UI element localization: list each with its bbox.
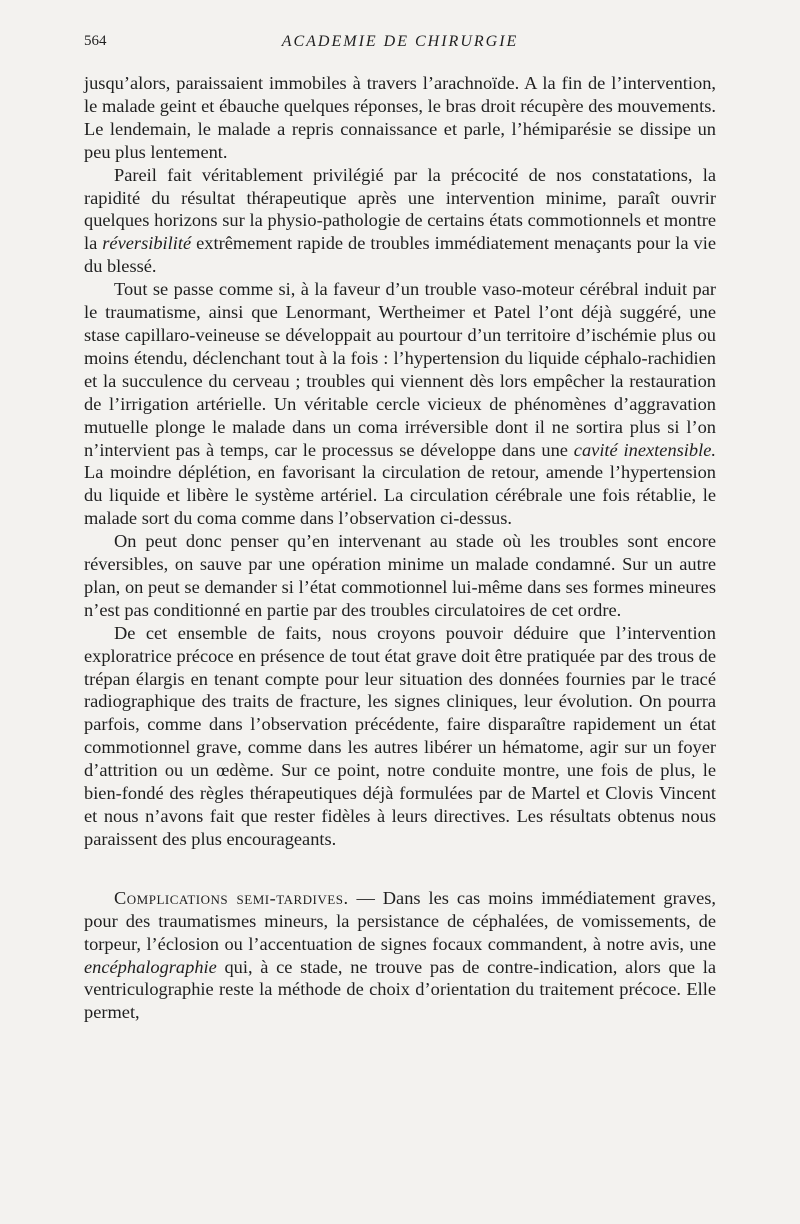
paragraph-6-text-a: — Dans les cas moins immédiatement graves, pour des traumatismes mineurs, la persistance de céphalées, de vomissements, de torpeur, l’éclosion ou l’accentuation de signes focaux commandent, à notre avis, une (84, 887, 716, 954)
running-title: ACADEMIE DE CHIRURGIE (281, 33, 519, 50)
paragraph-2 (84, 164, 716, 279)
paragraph-6-text-b: qui, à ce stade, ne trouve pas de contre-indication, alors que la ventriculographie reste la méthode de choix d’orientation du traitement précoce. Elle permet, (84, 956, 716, 1023)
section-heading: Complications semi-tardives. (114, 887, 349, 908)
body-text (84, 72, 716, 1024)
paragraph-2-text-a: Pareil fait véritablement privilégié par la précocité de nos constatations, la rapidité du résultat thérapeutique après une intervention minime, paraît ouvrir quelques horizons sur la physio-pathologie de certains états commotionnels et montre la (84, 164, 716, 254)
paragraph-4: On peut donc penser qu’en intervenant au stade où les troubles sont encore réversibles, on sauve par une opération minime un malade condamné. Sur un autre plan, on peut se demander si l’état commotionnel lui-même dans ses formes mineures n’est pas conditionné en partie par des troubles circulatoires de cet ordre. (84, 531, 716, 620)
paragraph-3-text-a: Tout se passe comme si, à la faveur d’un trouble vaso-moteur cérébral induit par le traumatisme, ainsi que Lenormant, Wertheimer et Patel l’ont déjà suggéré, une stase capillaro-veineuse se développait au pourtour d’un territoire d’ischémie plus ou moins étendu, déclenchant tout à la fois : l’hypertension du liquide céphalo-rachidien et la succulence du cerveau ; troubles qui viennent dès lors empêcher la restauration de l’irrigation artérielle. Un véritable cercle vicieux de phénomènes d’aggravation mutuelle plonge le malade dans un coma irréversible dont il ne sortira plus si l’on n’intervient pas à temps, car le processus se développe dans une (84, 279, 716, 460)
emphasis-encephalographie: encéphalographie (84, 956, 217, 977)
paragraph-2-text-b: extrêmement rapide de troubles immédiatement menaçants pour la vie du blessé. (84, 233, 716, 277)
paragraph-3-text-b: La moindre déplétion, en favorisant la circulation de retour, amende l’hypertension du liquide et libère le système artériel. La circulation cérébrale une fois rétablie, le malade sort du coma comme dans l’observation ci-dessus. (84, 462, 716, 529)
paragraph-1: jusqu’alors, paraissaient immobiles à travers l’arachnoïde. A la fin de l’intervention, le malade geint et ébauche quelques réponses, le bras droit récupère des mouvements. Le lendemain, le malade a repris connaissance et parle, l’hémiparésie se dissipe un peu plus lentement. (84, 73, 716, 162)
page-header (84, 33, 716, 57)
paragraph-5: De cet ensemble de faits, nous croyons pouvoir déduire que l’intervention exploratrice précoce en présence de tout état grave doit être pratiquée par des trous de trépan élargis en tenant compte pour leur situation des données fournies par le tracé radiographique des traits de fracture, les signes cliniques, leur évolution. On pourra parfois, comme dans l’observation précédente, faire disparaître rapidement un état commotionnel grave, comme dans les autres libérer un hématome, agir sur un foyer d’attrition ou un œdème. Sur ce point, notre conduite montre, une fois de plus, le bien-fondé des règles thérapeutiques déjà formulées par de Martel et Clovis Vincent et nous n’avons fait que rester fidèles à leurs directives. Les résultats obtenus nous paraissent des plus encourageants. (84, 622, 716, 849)
paragraph-3 (84, 278, 716, 530)
page-number: 564 (84, 33, 107, 49)
emphasis-reversibilite: réversibilité (102, 233, 192, 254)
paragraph-6 (84, 887, 716, 1024)
emphasis-cavite: cavité inextensible. (573, 439, 716, 460)
